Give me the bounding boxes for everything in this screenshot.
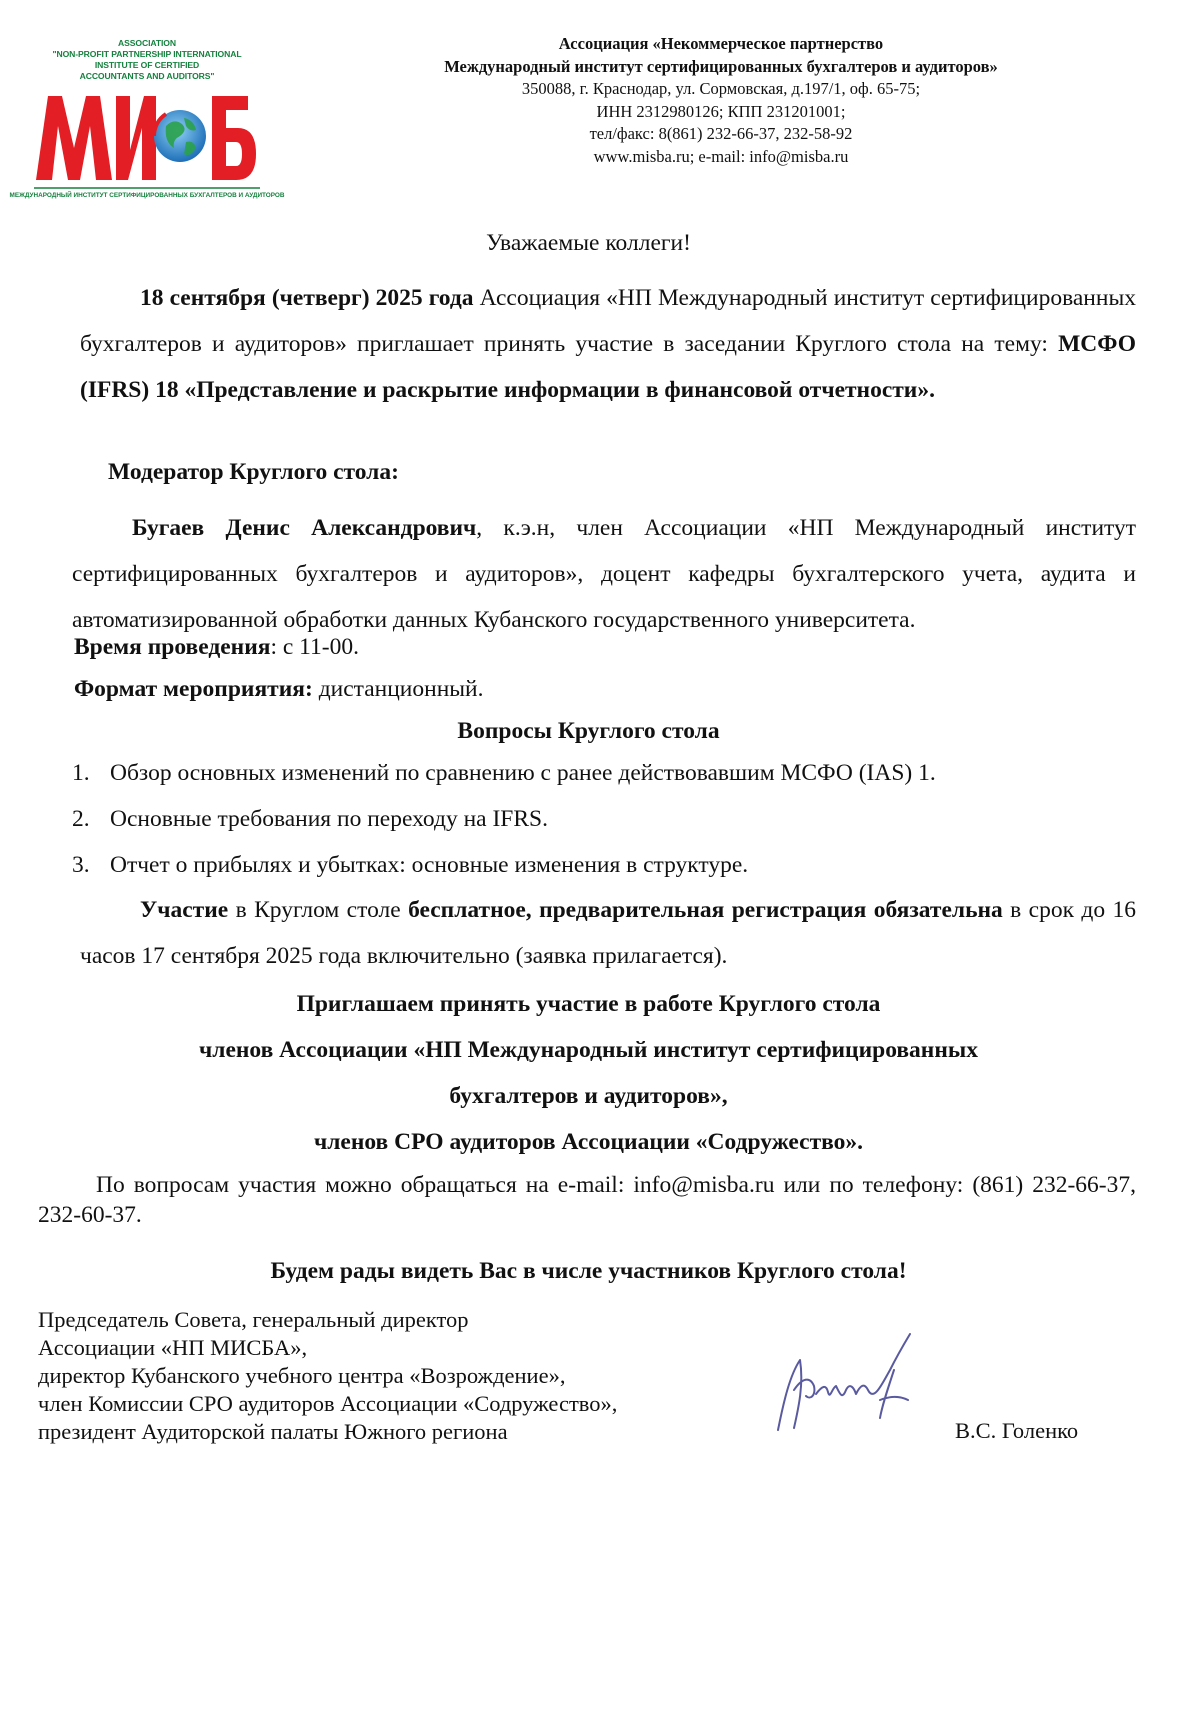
agenda-item-number: 2. <box>72 806 90 832</box>
participation-text-2: в срок до 16 часов 17 сентября 2025 года включительно (заявка прилагается). <box>80 897 1136 969</box>
org-phones: тел/факс: 8(861) 232-66-37, 232-58-92 <box>589 124 853 143</box>
event-time <box>74 634 359 661</box>
agenda-list <box>72 750 1152 888</box>
logo-association-text <box>34 38 260 82</box>
agenda-item-text: Основные требования по переходу на IFRS. <box>110 806 548 832</box>
org-name-line-1: Ассоциация «Некоммерческое партнерство <box>558 34 884 53</box>
moderator-heading: Модератор Круглого стола: <box>108 459 399 485</box>
agenda-item-number: 3. <box>72 852 90 878</box>
signer-title-line-3: директор Кубанского учебного центра «Возрождение», <box>38 1363 566 1388</box>
logo-association-line-2: "NON-PROFIT PARTNERSHIP INTERNATIONAL INSTITUTE OF CERTIFIED <box>52 49 242 70</box>
agenda-item-number: 1. <box>72 760 90 786</box>
org-inn-kpp: ИНН 2312980126; КПП 231201001; <box>596 101 846 121</box>
signer-name: В.С. Голенко <box>955 1418 1079 1443</box>
org-name-line-2: Международный институт сертифицированных бухгалтеров и аудиторов» <box>444 56 998 76</box>
agenda-heading: Вопросы Круглого стола <box>457 718 720 744</box>
logo-association-line-1: ASSOCIATION <box>118 38 176 48</box>
logo-association-line-3: ACCOUNTANTS AND AUDITORS" <box>79 71 215 81</box>
invitation-block <box>0 981 1177 1165</box>
moderator-description: , к.э.н, член Ассоциации «НП Международный институт сертифицированных бухгалтеров и аудиторов», доцент кафедры бухгалтерского учета, аудита и автоматизированной обработки данных Кубанского государственного университета. <box>72 515 1137 633</box>
closing-line: Будем рады видеть Вас в числе участников Круглого стола! <box>270 1258 907 1284</box>
invitation-line-1: Приглашаем принять участие в работе Круглого стола <box>296 991 881 1017</box>
signer-title-line-4: член Комиссии СРО аудиторов Ассоциации «Содружество», <box>38 1391 618 1416</box>
logo-tagline: МЕЖДУНАРОДНЫЙ ИНСТИТУТ СЕРТИФИЦИРОВАННЫХ БУХГАЛТЕРОВ И АУДИТОРОВ <box>9 192 285 199</box>
letterhead-block <box>280 33 1162 168</box>
event-time-value: : с 11-00. <box>270 634 360 660</box>
intro-paragraph <box>80 275 1136 413</box>
participation-terms: бесплатное, предварительная регистрация обязательна <box>408 897 1003 923</box>
org-address: 350088, г. Краснодар, ул. Сормовская, д.197/1, оф. 65-75; <box>521 79 921 98</box>
moderator-paragraph <box>72 505 1136 643</box>
agenda-item-text: Обзор основных изменений по сравнению с ранее действовавшим МСФО (IAS) 1. <box>110 760 936 786</box>
participation-paragraph <box>80 887 1136 979</box>
misba-wordmark-logo <box>9 78 285 199</box>
invitation-line-3: бухгалтеров и аудиторов», <box>449 1083 728 1109</box>
agenda-item <box>72 750 1152 796</box>
event-format <box>74 676 484 703</box>
event-format-label: Формат мероприятия: <box>74 676 313 702</box>
signer-title-line-2: Ассоциации «НП МИСБА», <box>38 1335 308 1360</box>
org-web-email: www.misba.ru; e-mail: info@misba.ru <box>593 146 849 166</box>
event-time-label: Время проведения <box>74 634 271 660</box>
intro-text: Ассоциация «НП Международный институт сертифицированных бухгалтеров и аудиторов» приглашает принять участие в заседании Круглого стола на тему: <box>80 285 1136 357</box>
participation-text-1: в Круглом столе <box>228 897 409 923</box>
agenda-item <box>72 842 1152 888</box>
agenda-item-text: Отчет о прибылях и убытках: основные изменения в структуре. <box>110 852 749 878</box>
participation-label: Участие <box>140 897 229 923</box>
handwritten-signature <box>770 1330 950 1440</box>
moderator-name: Бугаев Денис Александрович <box>132 515 477 541</box>
misba-logo <box>9 38 285 199</box>
agenda-item <box>72 796 1152 842</box>
event-format-value: дистанционный. <box>312 676 484 702</box>
signer-title-line-1: Председатель Совета, генеральный директор <box>38 1307 469 1332</box>
contact-paragraph: По вопросам участия можно обращаться на e-mail: info@misba.ru или по телефону: (861) 232-66-37, 232-60-37. <box>38 1172 1136 1228</box>
event-topic: МСФО (IFRS) 18 «Представление и раскрытие информации в финансовой отчетности». <box>80 331 1136 403</box>
signer-title-line-5: президент Аудиторской палаты Южного региона <box>38 1419 508 1444</box>
invitation-line-4: членов СРО аудиторов Ассоциации «Содружество». <box>313 1129 864 1155</box>
event-date: 18 сентября (четверг) 2025 года <box>140 285 474 311</box>
signer-block <box>38 1306 617 1446</box>
invitation-line-2: членов Ассоциации «НП Международный институт сертифицированных <box>199 1037 978 1063</box>
salutation: Уважаемые коллеги! <box>486 230 691 256</box>
